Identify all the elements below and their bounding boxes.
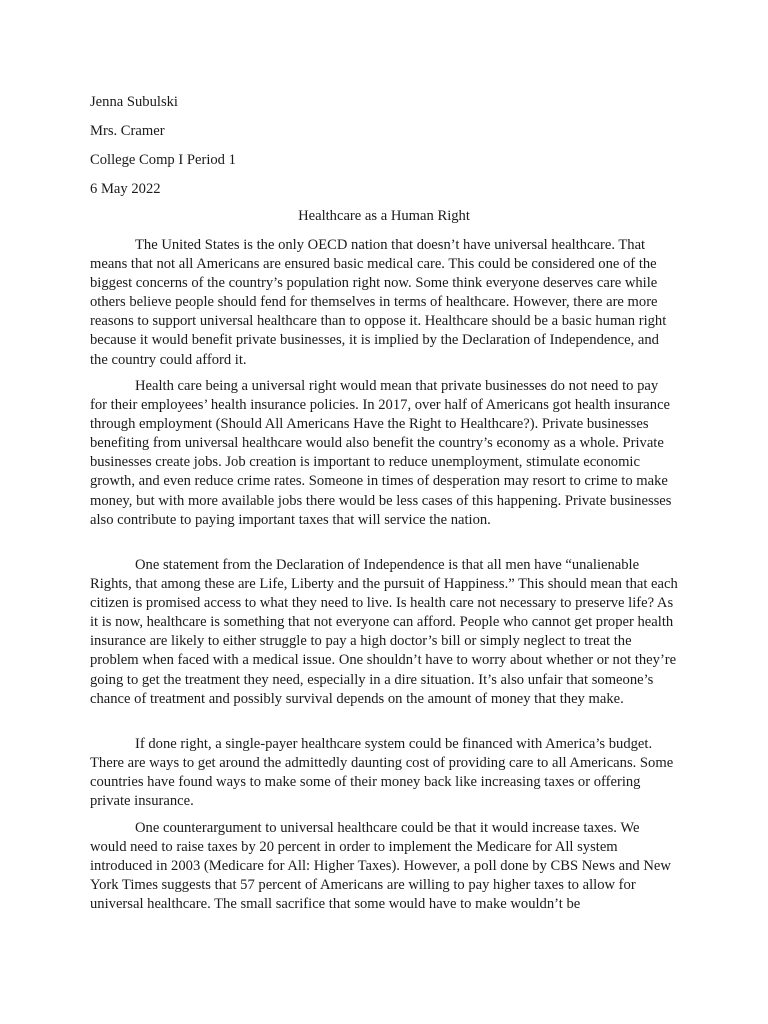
paragraph-declaration: One statement from the Declaration of Independence is that all men have “unalienable Rights, that among these are Life, Liberty and the pursuit of Happiness.” This should mean that each citizen is promised access to what they need to live. Is health care not necessary to preserve life? As it is now, healthcare is something that not everyone can afford. People who cannot get proper health insurance are likely to either struggle to pay a high doctor’s bill or simply neglect to treat the problem when faced with a medical issue. One shouldn’t have to worry about whether or not they’re going to get the treatment they need, especially in a dire situation. It’s also unfair that someone’s chance of treatment and possibly survival depends on the amount of money that they make. (90, 557, 678, 707)
paragraph-budget: If done right, a single-payer healthcare system could be financed with America’s budget. There are ways to get around the admittedly daunting cost of providing care to all Americans. Some countries have found ways to make some of their money back like increasing taxes or offering private insurance. (90, 736, 674, 810)
essay-date: 6 May 2022 (90, 181, 161, 197)
paragraph-intro: The United States is the only OECD nation that doesn’t have universal healthcare. That means that not all Americans are ensured basic medical care. This could be considered one of the biggest concerns of the country’s population right now. Some think everyone deserves care while others believe people should fend for themselves in terms of healthcare. However, there are more reasons to support universal healthcare than to oppose it. Healthcare should be a basic human right because it would benefit private businesses, it is implied by the Declaration of Independence, and the country could afford it. (90, 237, 667, 368)
instructor-name: Mrs. Cramer (90, 123, 165, 139)
paragraph-counterargument: One counterargument to universal healthcare could be that it would increase taxes. We would need to raise taxes by 20 percent in order to implement the Medicare for All system introduced in 2003 (Medicare for All: Higher Taxes). However, a poll done by CBS News and New York Times suggests that 57 percent of Americans are willing to pay higher taxes to allow for universal healthcare. The small sacrifice that some would have to make wouldn’t be (90, 820, 671, 913)
essay-title: Healthcare as a Human Right (298, 208, 470, 224)
author-name: Jenna Subulski (90, 94, 178, 110)
course-name: College Comp I Period 1 (90, 152, 236, 168)
paragraph-businesses: Health care being a universal right would mean that private businesses do not need to pay for their employees’ health insurance policies. In 2017, over half of Americans got health insurance through employment (Should All Americans Have the Right to Healthcare?). Private businesses benefiting from universal healthcare would also benefit the country’s economy as a whole. Private businesses create jobs. Job creation is important to reduce unemployment, stimulate economic growth, and even reduce crime rates. Someone in times of desperation may resort to crime to make money, but with more available jobs there would be less cases of this happening. Private businesses also contribute to paying important taxes that will service the nation. (90, 378, 672, 528)
